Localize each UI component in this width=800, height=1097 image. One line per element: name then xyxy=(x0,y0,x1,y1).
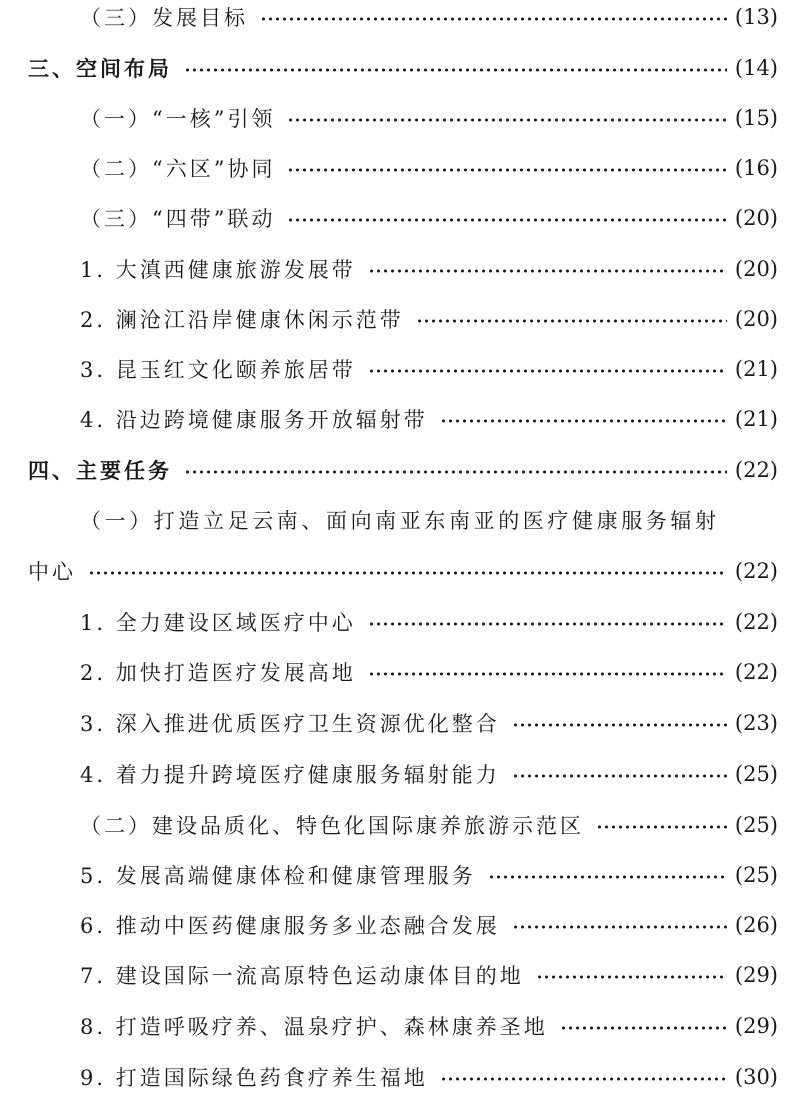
dot-leader xyxy=(440,419,727,423)
toc-entry-item-1[interactable] xyxy=(0,249,800,289)
toc-entry-item-4[interactable] xyxy=(0,754,800,794)
dot-leader xyxy=(287,218,726,222)
toc-entry-item-4[interactable] xyxy=(0,399,800,439)
toc-entry-item-8[interactable] xyxy=(0,1006,800,1046)
dot-leader xyxy=(287,118,726,122)
toc-entry-one-core[interactable] xyxy=(0,98,800,138)
toc-page-number: (20) xyxy=(734,206,778,230)
toc-page-number: (20) xyxy=(734,307,778,331)
toc-page-number: (22) xyxy=(734,660,778,684)
toc-page-number: (25) xyxy=(734,762,778,786)
toc-page-number: (21) xyxy=(734,357,778,381)
toc-entry-label: （三）发展目标 xyxy=(80,6,248,30)
toc-entry-item-1[interactable] xyxy=(0,602,800,642)
toc-entry-item-7[interactable] xyxy=(0,955,800,995)
toc-entry-label: 1. 全力建设区域医疗中心 xyxy=(80,611,356,635)
toc-entry-wellness-tourism-zone[interactable] xyxy=(0,805,800,845)
toc-entry-label: 3. 昆玉红文化颐养旅居带 xyxy=(80,358,356,382)
toc-entry-item-6[interactable] xyxy=(0,905,800,945)
toc-page-number: (26) xyxy=(734,913,778,937)
dot-leader xyxy=(184,68,727,72)
toc-entry-label: 4. 沿边跨境健康服务开放辐射带 xyxy=(80,408,428,432)
toc-page-number: (21) xyxy=(734,407,778,431)
toc-page-number: (29) xyxy=(734,1014,778,1038)
toc-entry-label: （二）“六区”协同 xyxy=(80,157,276,181)
toc-page-number: (25) xyxy=(734,863,778,887)
toc-page-number: (22) xyxy=(734,610,778,634)
toc-entry-label: 四、主要任务 xyxy=(28,459,172,483)
dot-leader xyxy=(512,774,727,778)
toc-entry-item-9[interactable] xyxy=(0,1057,800,1097)
dot-leader xyxy=(536,975,727,979)
toc-entry-item-5[interactable] xyxy=(0,855,800,895)
toc-page-number: (29) xyxy=(734,963,778,987)
dot-leader xyxy=(512,925,727,929)
toc-entry-label: 2. 澜沧江沿岸健康休闲示范带 xyxy=(80,308,404,332)
dot-leader xyxy=(488,875,727,879)
dot-leader xyxy=(440,1077,727,1081)
toc-entry-label: 3. 深入推进优质医疗卫生资源优化整合 xyxy=(80,712,500,736)
toc-section-main-tasks[interactable] xyxy=(0,450,800,490)
toc-entry-label: （一）“一核”引领 xyxy=(80,107,276,131)
toc-entry-label: （三）“四带”联动 xyxy=(80,207,276,231)
dot-leader xyxy=(416,319,727,323)
toc-entry-label: 9. 打造国际绿色药食疗养生福地 xyxy=(80,1066,428,1090)
dot-leader xyxy=(512,723,727,727)
dot-leader xyxy=(260,17,727,21)
toc-page-number: (30) xyxy=(734,1065,778,1089)
toc-entry-label: 8. 打造呼吸疗养、温泉疗护、森林康养圣地 xyxy=(80,1015,548,1039)
dot-leader xyxy=(368,369,727,373)
toc-entry-label: 6. 推动中医药健康服务多业态融合发展 xyxy=(80,914,500,938)
toc-entry-item-2[interactable] xyxy=(0,299,800,339)
dot-leader xyxy=(368,622,727,626)
toc-entry-development-goals[interactable] xyxy=(0,0,800,37)
toc-page-number: (22) xyxy=(734,559,778,583)
toc-entry-label: 1. 大滇西健康旅游发展带 xyxy=(80,258,356,282)
toc-page-number: (20) xyxy=(734,257,778,281)
toc-page-number: (15) xyxy=(734,106,778,130)
toc-entry-label: （一）打造立足云南、面向南亚东南亚的医疗健康服务辐射 xyxy=(80,509,720,533)
toc-entry-four-belts[interactable] xyxy=(0,198,800,238)
toc-page-number: (23) xyxy=(734,711,778,735)
toc-page-number: (22) xyxy=(734,458,778,482)
toc-page-number: (14) xyxy=(734,56,778,80)
toc-page-number: (16) xyxy=(734,156,778,180)
toc-entry-item-2[interactable] xyxy=(0,652,800,692)
toc-page-number: (13) xyxy=(734,5,778,29)
dot-leader xyxy=(88,571,727,575)
toc-entry-label: 7. 建设国际一流高原特色运动康体目的地 xyxy=(80,964,524,988)
toc-entry-six-zones[interactable] xyxy=(0,148,800,188)
toc-entry-label: 三、空间布局 xyxy=(28,57,172,81)
dot-leader xyxy=(184,470,727,474)
dot-leader xyxy=(287,168,726,172)
toc-entry-label: 中心 xyxy=(28,560,76,584)
toc-entry-medical-hub[interactable] xyxy=(0,500,800,540)
toc-entry-label: 4. 着力提升跨境医疗健康服务辐射能力 xyxy=(80,763,500,787)
toc-entry-item-3[interactable] xyxy=(0,703,800,743)
toc-section-spatial-layout[interactable] xyxy=(0,48,800,88)
toc-entry-item-3[interactable] xyxy=(0,349,800,389)
toc-entry-medical-hub-continued[interactable] xyxy=(0,551,800,591)
toc-entry-label: 5. 发展高端健康体检和健康管理服务 xyxy=(80,864,476,888)
toc-entry-label: 2. 加快打造医疗发展高地 xyxy=(80,661,356,685)
toc-page-number: (25) xyxy=(734,813,778,837)
toc-entry-label: （二）建设品质化、特色化国际康养旅游示范区 xyxy=(80,814,584,838)
dot-leader xyxy=(368,269,727,273)
dot-leader xyxy=(560,1026,727,1030)
dot-leader xyxy=(596,825,727,829)
dot-leader xyxy=(368,672,727,676)
